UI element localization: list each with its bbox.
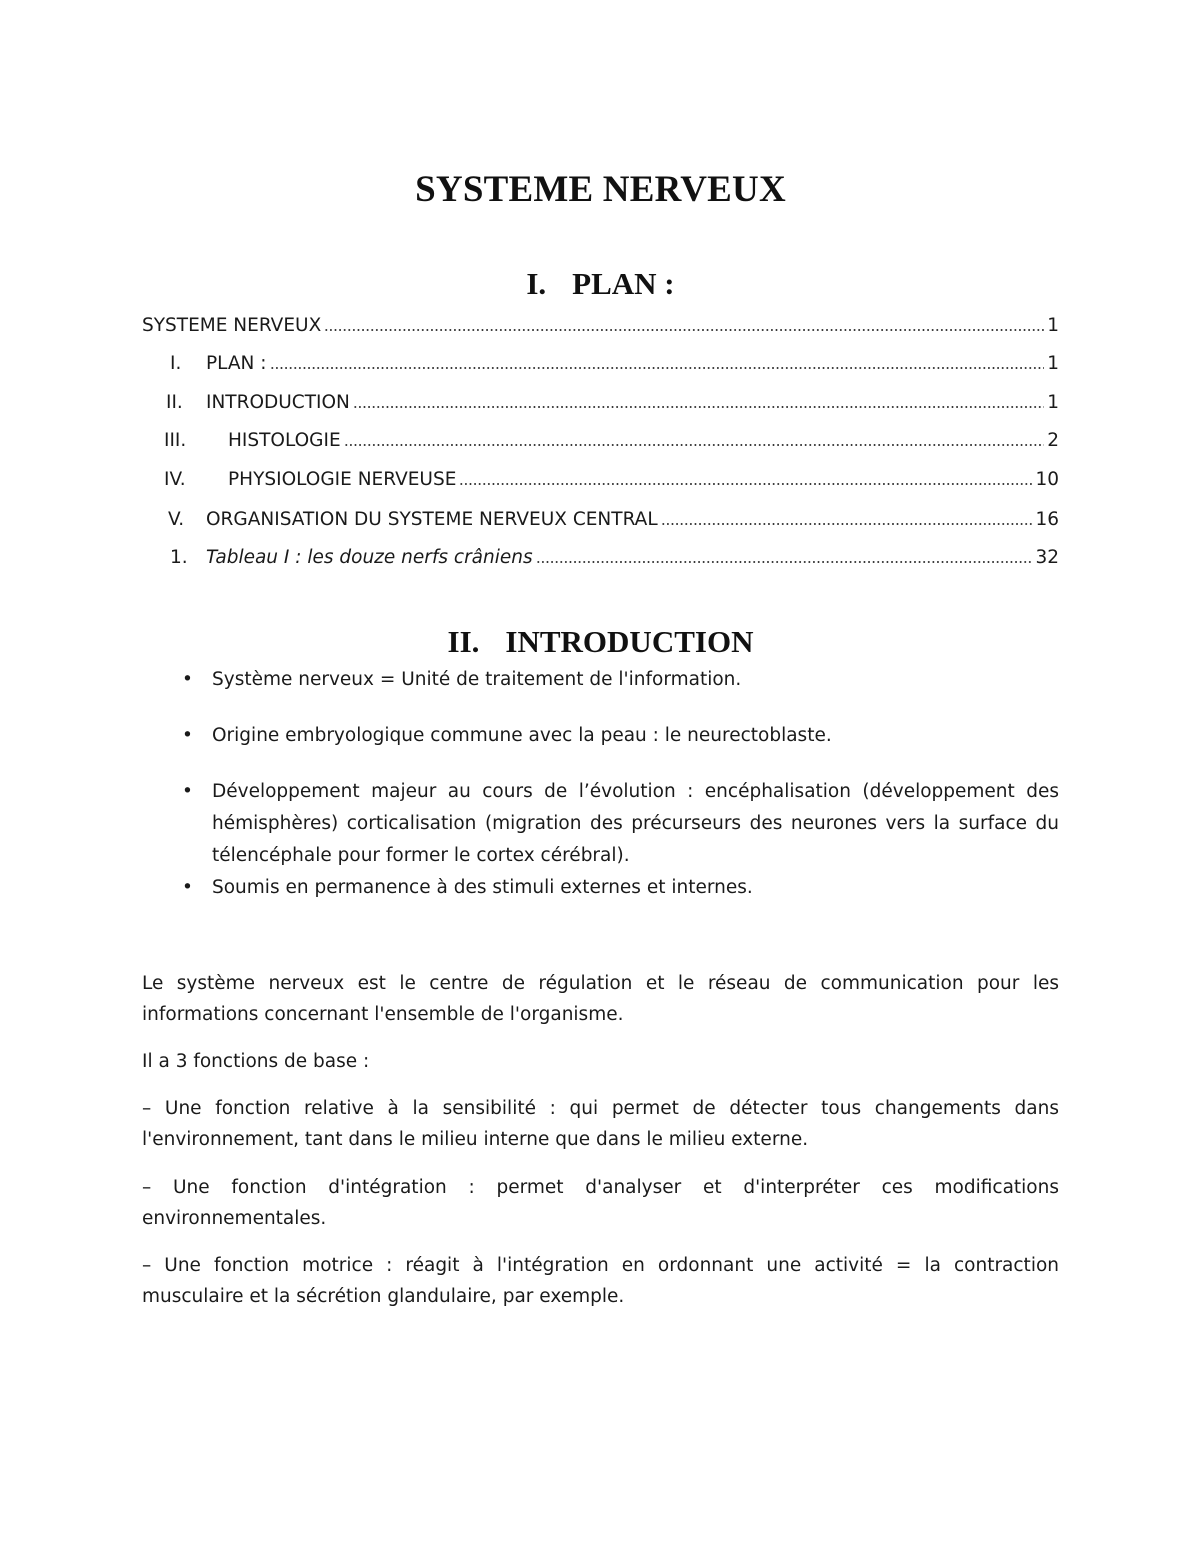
toc-entry-page: 32 xyxy=(1035,547,1059,568)
list-item xyxy=(182,776,1059,872)
toc-dot-leader xyxy=(459,483,1032,485)
toc-dot-leader xyxy=(661,523,1033,525)
bullet-icon: • xyxy=(182,669,193,690)
body-paragraph: – Une fonction motrice : réagit à l'intégration en ordonnant une activité = la contraction musculaire et la sécrétion glandulaire, par exemple. xyxy=(142,1255,1059,1307)
body-paragraph: Il a 3 fonctions de base : xyxy=(142,1051,370,1072)
toc-entry[interactable] xyxy=(142,421,1059,451)
body-paragraph: Le système nerveux est le centre de régulation et le réseau de communication pour les informations concernant l'ensemble de l'organisme. xyxy=(142,973,1059,1025)
toc-entry[interactable] xyxy=(142,538,1059,568)
introduction-heading xyxy=(142,624,1059,660)
plan-heading-label: PLAN : xyxy=(572,266,675,301)
introduction-heading-number: II. xyxy=(447,624,480,659)
toc-dot-leader xyxy=(353,406,1044,408)
toc-entry[interactable] xyxy=(142,500,1059,530)
toc-entry-label: INTRODUCTION xyxy=(206,392,350,413)
bullet-icon: • xyxy=(182,725,193,746)
toc-dot-leader xyxy=(270,367,1045,369)
plan-heading xyxy=(142,266,1059,302)
toc-entry-page: 16 xyxy=(1035,509,1059,530)
toc-entry-label: Tableau I : les douze nerfs crâniens xyxy=(206,547,533,568)
bullet-icon: • xyxy=(182,781,193,802)
toc-entry[interactable] xyxy=(142,306,1059,336)
toc-entry-label: HISTOLOGIE xyxy=(228,430,341,451)
toc-dot-leader xyxy=(344,444,1045,446)
toc-entry-number: I. xyxy=(170,353,182,374)
list-item-text: Développement majeur au cours de l’évolution : encéphalisation (développement des hémisphères) corticalisation (migration des précurseurs des neurones vers la surface du télencéphale pour former le cortex cérébral). xyxy=(212,781,1059,866)
toc-entry-number: II. xyxy=(166,392,183,413)
toc-entry-page: 2 xyxy=(1047,430,1059,451)
bullet-icon: • xyxy=(182,877,193,898)
toc-entry-page: 1 xyxy=(1047,392,1059,413)
toc-entry-label: PLAN : xyxy=(206,353,267,374)
toc-entry-label: ORGANISATION DU SYSTEME NERVEUX CENTRAL xyxy=(206,509,658,530)
list-item-text: Soumis en permanence à des stimuli externes et internes. xyxy=(212,877,753,898)
toc-entry-page: 10 xyxy=(1035,469,1059,490)
list-item xyxy=(182,872,1059,904)
toc-entry-number: 1. xyxy=(170,547,188,568)
list-item-text: Origine embryologique commune avec la peau : le neurectoblaste. xyxy=(212,725,832,746)
introduction-heading-label: INTRODUCTION xyxy=(505,624,754,659)
list-item xyxy=(182,720,1059,752)
toc-entry[interactable] xyxy=(142,460,1059,490)
document-page xyxy=(142,0,1059,1553)
toc-entry-label: SYSTEME NERVEUX xyxy=(142,315,322,336)
toc-entry-page: 1 xyxy=(1047,353,1059,374)
toc-entry-number: IV. xyxy=(164,469,186,490)
toc-entry-page: 1 xyxy=(1047,315,1059,336)
body-paragraph: – Une fonction d'intégration : permet d'analyser et d'interpréter ces modifications environnementales. xyxy=(142,1177,1059,1229)
body-paragraph: – Une fonction relative à la sensibilité : qui permet de détecter tous changements dans l'environnement, tant dans le milieu interne que dans le milieu externe. xyxy=(142,1098,1059,1150)
toc-dot-leader xyxy=(324,329,1044,331)
toc-entry-label: PHYSIOLOGIE NERVEUSE xyxy=(228,469,457,490)
plan-heading-number: I. xyxy=(526,266,547,301)
list-item xyxy=(182,664,1059,696)
list-item-text: Système nerveux = Unité de traitement de l'information. xyxy=(212,669,742,690)
toc-entry[interactable] xyxy=(142,383,1059,413)
toc-entry[interactable] xyxy=(142,344,1059,374)
document-title: SYSTEME NERVEUX xyxy=(415,169,786,210)
toc-entry-number: V. xyxy=(168,509,185,530)
toc-dot-leader xyxy=(536,561,1033,563)
toc-entry-number: III. xyxy=(164,430,187,451)
